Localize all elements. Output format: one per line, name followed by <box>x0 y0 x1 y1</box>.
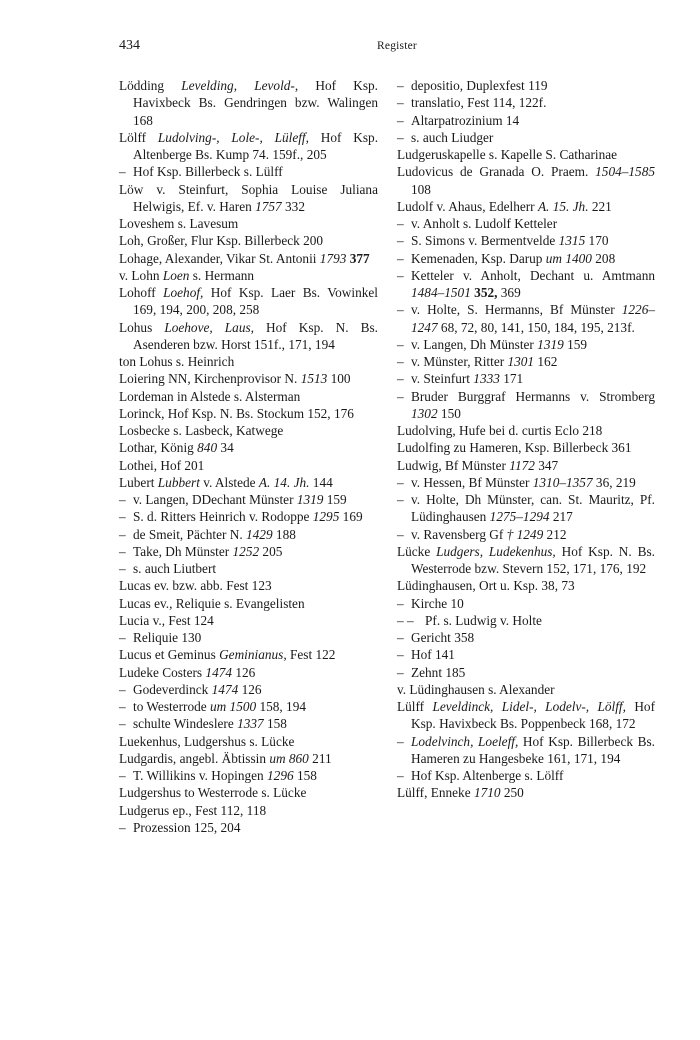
entry-text: v. Lohn <box>119 267 163 283</box>
subentry-dash: – <box>397 768 404 783</box>
entry-italic-text: 1275–1294 <box>489 509 550 525</box>
entry-italic-text: um 1500 <box>209 699 257 714</box>
entry-text: 170 <box>585 233 609 249</box>
entry-text: v. Anholt s. Ludolf Ketteler <box>411 216 558 231</box>
entry-text: v. Holte, Dh Münster, can. St. Mauritz, Pf. Lüdinghausen <box>411 492 655 525</box>
index-entry <box>397 733 655 768</box>
entry-italic-text: 1310–1357 <box>532 474 593 490</box>
index-entry <box>119 508 378 525</box>
index-entry <box>119 129 378 164</box>
subentry-dash: – <box>397 216 404 231</box>
entry-text: Lucas ev., Reliquie s. Evangelisten <box>119 595 305 611</box>
entry-text: s. Hermann <box>189 267 255 283</box>
subentry-dash: – <box>397 630 404 645</box>
entry-text: 158 <box>263 716 287 732</box>
entry-text: Hof Ksp. Altenberge s. Lölff <box>411 768 564 783</box>
index-entry <box>397 577 655 594</box>
entry-text: Loveshem s. Lavesum <box>119 216 239 231</box>
index-entry <box>397 267 655 302</box>
entry-italic-text: 1301 <box>507 354 535 369</box>
entry-text: de Smeit, Pächter N. <box>133 526 246 542</box>
entry-italic-text: Loehof, <box>163 285 204 300</box>
entry-text: v. Alstede <box>199 474 259 490</box>
index-entry <box>397 370 655 387</box>
entry-text: v. Langen, Dh Münster <box>411 336 538 352</box>
entry-text: Lothar, König <box>119 440 198 456</box>
index-entry <box>397 612 655 629</box>
index-entry <box>397 112 655 129</box>
subentry-dash: – <box>119 526 126 542</box>
entry-text: v. Münster, Ritter <box>411 354 508 369</box>
entry-text: 144 <box>309 474 333 490</box>
index-entry <box>397 698 655 733</box>
subentry-dash: – <box>397 129 404 145</box>
entry-text: Ludgeruskapelle s. Kapelle S. Catharinae <box>397 147 618 162</box>
index-entry <box>119 163 378 180</box>
entry-text: to Westerrode <box>133 699 210 714</box>
index-entry <box>119 77 378 129</box>
entry-text: 158 <box>293 768 317 783</box>
index-entry <box>397 681 655 698</box>
entry-text: depositio, Duplexfest 119 <box>411 78 548 93</box>
index-entry <box>119 215 378 232</box>
entry-text: Ludovicus de Granada O. Praem. <box>397 164 596 180</box>
index-entry <box>119 353 378 370</box>
entry-text: s. auch Liutbert <box>133 561 217 576</box>
subentry-dash: – <box>397 112 404 128</box>
entry-italic-text: 1757 <box>255 198 282 214</box>
subentry-dash: – <box>397 233 404 249</box>
index-entry <box>397 129 655 146</box>
entry-bold-text: 352, <box>474 285 498 300</box>
entry-italic-text: Lubbert <box>157 474 200 490</box>
index-entry <box>119 646 378 663</box>
entry-text: 100 <box>327 371 351 387</box>
entry-text: S. d. Ritters Heinrich v. Rodoppe <box>133 509 313 525</box>
index-entry <box>119 422 378 439</box>
subentry-dash: – <box>119 681 126 697</box>
entry-text: Hof Ksp. N. Bs. Westerrode bzw. Stevern 152, 171, 176, 192 <box>411 543 655 576</box>
entry-text: Reliquie 130 <box>133 630 202 645</box>
entry-italic-text: 1333 <box>473 371 500 387</box>
index-entry <box>119 526 378 543</box>
subentry-dash: – <box>119 819 126 835</box>
entry-text: 250 <box>500 785 524 801</box>
entry-text: Hof Ksp. Billerbeck Bs. Hameren zu Hangesbeke 161, 171, 194 <box>411 733 655 766</box>
entry-text: Kirche 10 <box>411 595 464 611</box>
subentry-dash: – <box>397 78 404 93</box>
index-entry <box>119 819 378 836</box>
index-entry <box>119 405 378 422</box>
subentry-dash: – <box>397 492 404 507</box>
entry-text: Ludgerus ep., Fest 112, 118 <box>119 802 267 818</box>
index-entry <box>397 163 655 198</box>
index-entry <box>397 198 655 215</box>
index-entry <box>397 301 655 336</box>
index-entry <box>119 474 378 491</box>
entry-text: 205 <box>259 543 283 559</box>
entry-text: Hof Ksp. Altenberge Bs. Kump 74. 159f., 205 <box>133 129 379 162</box>
entry-text: 126 <box>232 664 256 680</box>
index-entry <box>119 543 378 560</box>
subentry-dash: – <box>397 526 404 542</box>
entry-text: Hof Ksp. Laer Bs. Vowinkel 169, 194, 200, 208, 258 <box>133 285 378 318</box>
entry-italic-text: 1504–1585 <box>595 164 655 180</box>
entry-text: Lüdinghausen, Ort u. Ksp. 38, 73 <box>397 578 575 594</box>
subentry-dash: – <box>397 733 404 749</box>
index-entry <box>119 784 378 801</box>
entry-text: 212 <box>543 526 567 542</box>
entry-italic-text: 1319 <box>537 336 564 352</box>
index-entry <box>397 543 655 578</box>
index-entry <box>397 784 655 801</box>
index-column-left <box>119 77 378 836</box>
entry-text: Lucas ev. bzw. abb. Fest 123 <box>119 578 272 594</box>
entry-text: Pf. s. Ludwig v. Holte <box>425 612 542 628</box>
index-entry <box>119 250 378 267</box>
entry-text: translatio, Fest 114, 122f. <box>411 95 547 111</box>
entry-italic-text: A. 15. Jh. <box>537 198 589 214</box>
entry-text: Löw v. Steinfurt, Sophia Louise Juliana Helwigis, Ef. v. Haren <box>119 181 378 214</box>
subentry-dash: – <box>397 647 404 663</box>
entry-text: v. Langen, DDechant Münster <box>133 492 297 507</box>
subentry-dash: – <box>397 474 404 490</box>
index-entry <box>119 698 378 715</box>
entry-text: 158, 194 <box>256 699 307 714</box>
entry-text: Hof Ksp. Havixbeck Bs. Poppenbeck 168, 172 <box>411 699 655 732</box>
entry-text: Lödding <box>119 78 182 93</box>
entry-italic-text: Loehove, Laus, <box>164 319 254 335</box>
index-entry <box>119 802 378 819</box>
index-entry <box>397 232 655 249</box>
subentry-dash: – <box>397 95 404 111</box>
entry-text: v. Ravensberg Gf <box>411 526 507 542</box>
index-entry <box>119 560 378 577</box>
index-entry <box>397 94 655 111</box>
entry-text: 221 <box>588 198 612 214</box>
entry-text: Lücke <box>397 543 437 559</box>
entry-text: ton Lohus s. Heinrich <box>119 354 235 369</box>
entry-text: Ketteler v. Anholt, Dechant u. Amtmann <box>411 267 655 283</box>
index-entry <box>119 595 378 612</box>
index-entry <box>119 439 378 456</box>
entry-italic-text: 1172 <box>509 457 535 473</box>
entry-text: 171 <box>499 371 524 387</box>
entry-italic-text: 1484–1501 <box>411 285 471 300</box>
subentry-dash: – – <box>397 612 414 628</box>
entry-text: 159 <box>563 336 588 352</box>
entry-italic-text: 1474 <box>211 681 239 697</box>
entry-text: Kemenaden, Ksp. Darup <box>411 250 546 266</box>
entry-text: Ludolf v. Ahaus, Edelherr <box>397 198 538 214</box>
entry-text: v. Hessen, Bf Münster <box>411 474 533 490</box>
subentry-dash: – <box>397 336 404 352</box>
index-entry <box>397 77 655 94</box>
index-entry <box>397 336 655 353</box>
entry-text: schulte Windeslere <box>133 716 238 732</box>
subentry-dash: – <box>397 664 404 680</box>
index-entry <box>119 664 378 681</box>
index-entry <box>119 284 378 319</box>
entry-text: 36, 219 <box>592 474 636 490</box>
subentry-dash: – <box>397 388 404 404</box>
entry-text: Fest 122 <box>286 647 336 663</box>
entry-text: v. Lüdinghausen s. Alexander <box>397 681 555 697</box>
entry-text: Lölff <box>119 129 158 145</box>
entry-text: Lucia v., Fest 124 <box>119 612 214 628</box>
entry-text: Zehnt 185 <box>411 664 466 680</box>
entry-text: Prozession 125, 204 <box>133 819 241 835</box>
subentry-dash: – <box>119 543 126 559</box>
subentry-dash: – <box>119 561 126 576</box>
index-entry <box>397 388 655 423</box>
index-entry <box>119 181 378 216</box>
entry-text: Lorinck, Hof Ksp. N. Bs. Stockum 152, 176 <box>119 405 354 421</box>
entry-text: 68, 72, 80, 141, 150, 184, 195, 213f. <box>437 319 635 335</box>
entry-text: Lülff <box>397 699 433 714</box>
entry-text: v. Holte, S. Hermanns, Bf Münster <box>411 302 622 318</box>
entry-text: , Hof Ksp. Havixbeck Bs. Gendringen bzw. Walingen 168 <box>133 78 378 128</box>
entry-italic-text: Loen <box>162 267 190 283</box>
entry-italic-text: Ludgers, Ludekenhus, <box>436 543 556 559</box>
index-column-right <box>397 77 655 802</box>
entry-text: Gericht 358 <box>411 630 475 645</box>
entry-italic-text: Levelding, Levold- <box>181 78 295 93</box>
subentry-dash: – <box>397 371 404 387</box>
entry-italic-text: 1319 <box>296 492 324 507</box>
entry-italic-text: 1226–1247 <box>411 302 655 335</box>
entry-text: s. auch Liudger <box>411 129 494 145</box>
entry-text: Altarpatrozinium 14 <box>411 112 520 128</box>
entry-italic-text: 1296 <box>267 768 294 783</box>
entry-text: Losbecke s. Lasbeck, Katwege <box>119 423 284 438</box>
index-entry <box>397 664 655 681</box>
index-entry <box>397 491 655 526</box>
entry-text: Lohus <box>119 319 165 335</box>
subentry-dash: – <box>397 354 404 369</box>
entry-text: Bruder Burggraf Hermanns v. Stromberg <box>411 388 655 404</box>
entry-italic-text: um 1400 <box>545 250 592 266</box>
index-entry <box>397 457 655 474</box>
index-entry <box>119 577 378 594</box>
entry-text: Lordeman in Alstede s. Alsterman <box>119 388 301 404</box>
entry-text: 108 <box>411 181 431 197</box>
entry-italic-text: 1337 <box>237 716 264 732</box>
index-entry <box>119 491 378 508</box>
subentry-dash: – <box>119 164 126 180</box>
entry-text: 369 <box>497 285 521 300</box>
entry-italic-text: 1295 <box>312 509 340 525</box>
entry-text: S. Simons v. Bermentvelde <box>411 233 559 249</box>
page-number: 434 <box>119 38 140 53</box>
subentry-dash: – <box>397 250 404 266</box>
index-entry <box>397 474 655 491</box>
index-entry <box>119 715 378 732</box>
index-entry <box>119 319 378 354</box>
entry-text: Ludgershus to Westerrode s. Lücke <box>119 785 307 801</box>
entry-text: Godeverdinck <box>133 681 212 697</box>
entry-italic-text: um 860 <box>269 750 309 766</box>
entry-italic-text: 1474 <box>205 664 233 680</box>
entry-italic-text: 1793 <box>319 250 347 266</box>
entry-italic-text: 1302 <box>411 405 438 421</box>
index-entry <box>119 267 378 284</box>
entry-text: Lülff, Enneke <box>397 785 474 801</box>
index-entry <box>119 388 378 405</box>
entry-text: T. Willikins v. Hopingen <box>133 768 268 783</box>
index-entry <box>119 767 378 784</box>
entry-italic-text: Ludolving-, Lole-, Lüleff, <box>157 129 309 145</box>
index-entry <box>397 767 655 784</box>
entry-text: Ludgardis, angebl. Äbtissin <box>119 750 270 766</box>
index-entry <box>119 232 378 249</box>
entry-text: Hof Ksp. N. Bs. Asenderen bzw. Horst 151f., 171, 194 <box>133 319 378 352</box>
subentry-dash: – <box>119 492 126 507</box>
entry-italic-text: 840 <box>197 440 218 456</box>
entry-italic-text: 1315 <box>558 233 586 249</box>
entry-text: 162 <box>534 354 558 369</box>
entry-italic-text: 1252 <box>232 543 260 559</box>
entry-italic-text: A. 14. Jh. <box>258 474 310 490</box>
entry-italic-text: † 1249 <box>506 526 544 542</box>
subentry-dash: – <box>397 595 404 611</box>
index-entry <box>397 646 655 663</box>
index-entry <box>397 595 655 612</box>
entry-italic-text: 1513 <box>300 371 328 387</box>
entry-text: 211 <box>308 750 332 766</box>
entry-text: 208 <box>591 250 616 266</box>
entry-italic-text: 1710 <box>473 785 501 801</box>
index-entry <box>119 457 378 474</box>
index-entry <box>397 422 655 439</box>
subentry-dash: – <box>397 267 404 283</box>
index-entry <box>119 612 378 629</box>
index-entry <box>397 215 655 232</box>
entry-text: 217 <box>549 509 573 525</box>
entry-bold-text: 377 <box>349 250 370 266</box>
entry-text: 332 <box>281 198 305 214</box>
entry-text: Ludwig, Bf Münster <box>397 457 510 473</box>
entry-text: Ludolfing zu Hameren, Ksp. Billerbeck 361 <box>397 440 632 456</box>
entry-text: Hof Ksp. Billerbeck s. Lülff <box>133 164 283 180</box>
entry-text: Luekenhus, Ludgershus s. Lücke <box>119 733 295 749</box>
entry-text: Lohoff <box>119 285 164 300</box>
entry-text: 159 <box>323 492 347 507</box>
entry-text: 347 <box>534 457 559 473</box>
entry-text: 126 <box>238 681 262 697</box>
subentry-dash: – <box>119 768 126 783</box>
entry-text: Ludolving, Hufe bei d. curtis Eclo 218 <box>397 423 603 438</box>
index-entry <box>119 629 378 646</box>
entry-italic-text: Leveldinck, Lidel-, Lodelv-, Lölff, <box>432 699 626 714</box>
index-entry <box>397 439 655 456</box>
entry-text: 150 <box>437 405 461 421</box>
entry-text: Loh, Großer, Flur Ksp. Billerbeck 200 <box>119 233 324 249</box>
running-head: Register <box>377 40 417 52</box>
entry-text: Lothei, Hof 201 <box>119 457 205 473</box>
entry-text: Take, Dh Münster <box>133 543 233 559</box>
entry-italic-text: Lodelvinch, Loeleff, <box>411 733 519 749</box>
index-entry <box>397 353 655 370</box>
entry-text: 169 <box>339 509 363 525</box>
subentry-dash: – <box>119 699 126 714</box>
entry-text: Lubert <box>119 474 158 490</box>
entry-italic-text: Geminianus, <box>219 647 287 663</box>
index-entry <box>397 146 655 163</box>
entry-text: Lohage, Alexander, Vikar St. Antonii <box>119 250 320 266</box>
index-entry <box>119 370 378 387</box>
subentry-dash: – <box>119 716 126 732</box>
subentry-dash: – <box>119 630 126 645</box>
entry-italic-text: 1429 <box>246 526 273 542</box>
entry-text: 188 <box>272 526 296 542</box>
entry-text: 34 <box>217 440 234 456</box>
entry-text: Hof 141 <box>411 647 455 663</box>
entry-text: v. Steinfurt <box>411 371 474 387</box>
entry-text: Loiering NN, Kirchenprovisor N. <box>119 371 301 387</box>
index-entry <box>119 750 378 767</box>
index-entry <box>397 629 655 646</box>
index-entry <box>397 250 655 267</box>
index-entry <box>119 733 378 750</box>
subentry-dash: – <box>119 509 126 525</box>
entry-text: Lucus et Geminus <box>119 647 220 663</box>
entry-text: Ludeke Costers <box>119 664 206 680</box>
index-entry <box>397 526 655 543</box>
subentry-dash: – <box>397 302 404 318</box>
index-entry <box>119 681 378 698</box>
